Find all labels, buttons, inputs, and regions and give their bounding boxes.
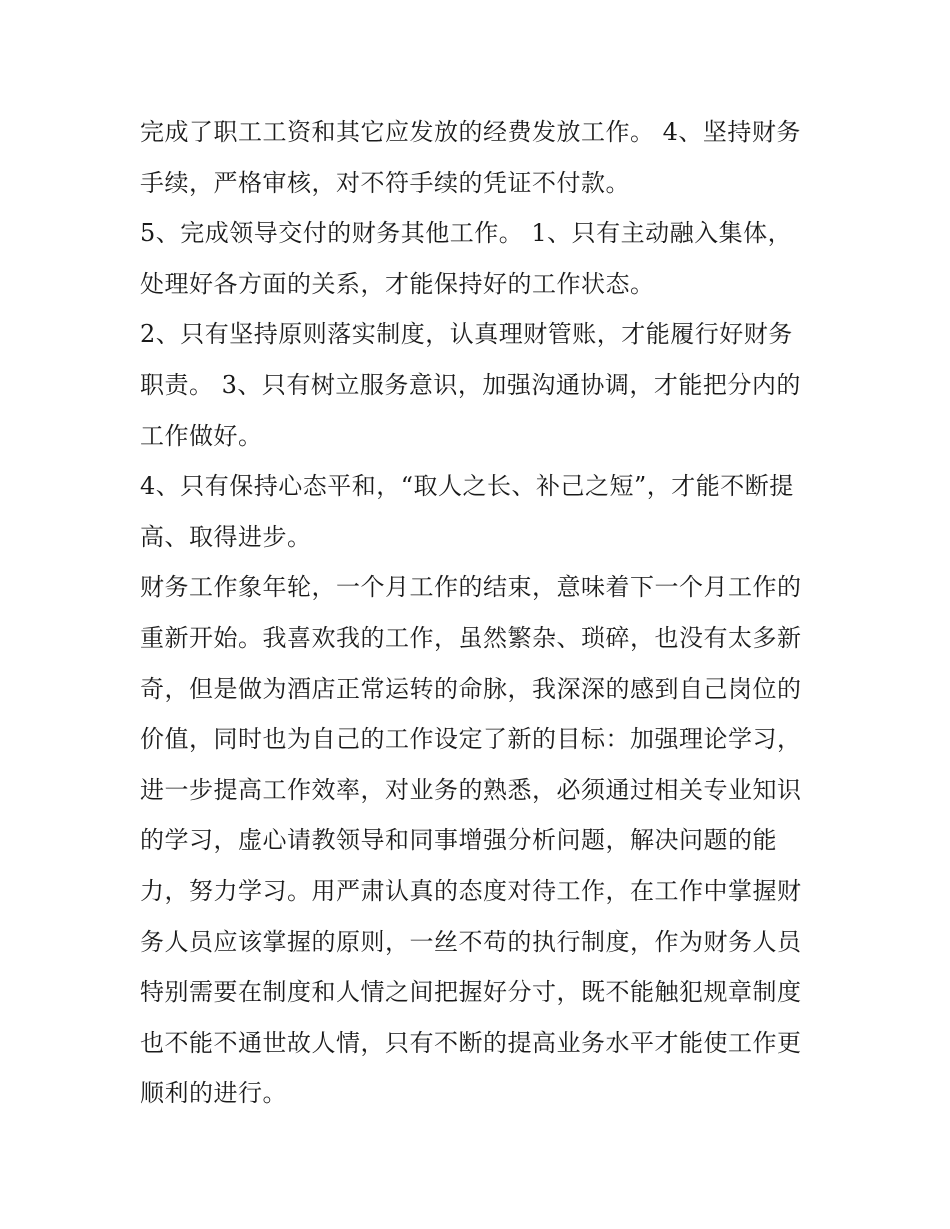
text-line: 完成了职工工资和其它应发放的经费发放工作。 4、坚持财务	[140, 118, 801, 146]
text-line: 顺利的进行。	[140, 1079, 287, 1108]
text-line: 也不能不通世故人情，只有不断的提高业务水平才能使工作更	[140, 1028, 802, 1057]
text-line: 5、完成领导交付的财务其他工作。 1、只有主动融入集体，	[140, 219, 793, 248]
text-line: 奇，但是做为酒店正常运转的命脉，我深深的感到自己岗位的	[140, 674, 802, 703]
text-line: 力，努力学习。用严肃认真的态度对待工作，在工作中掌握财	[140, 876, 802, 905]
text-line: 高、取得进步。	[140, 522, 312, 551]
text-line: 4、只有保持心态平和，“取人之长、补己之短”，才能不断提	[140, 472, 794, 501]
body-text	[140, 107, 820, 1119]
text-line: 财务工作象年轮，一个月工作的结束，意味着下一个月工作的	[140, 573, 802, 602]
text-line: 务人员应该掌握的原则，一丝不苟的执行制度，作为财务人员	[140, 927, 802, 956]
text-line: 2、只有坚持原则落实制度，认真理财管账，才能履行好财务	[140, 320, 793, 349]
text-line: 手续，严格审核，对不符手续的凭证不付款。	[140, 168, 630, 197]
text-line: 工作做好。	[140, 421, 263, 450]
text-line: 进一步提高工作效率，对业务的熟悉，必须通过相关专业知识	[140, 775, 802, 804]
text-line: 职责。 3、只有树立服务意识，加强沟通协调，才能把分内的	[140, 370, 801, 399]
text-line: 价值，同时也为自己的工作设定了新的目标：加强理论学习，	[140, 725, 802, 754]
text-line: 重新开始。我喜欢我的工作，虽然繁杂、琐碎，也没有太多新	[140, 623, 802, 652]
text-line: 的学习，虚心请教领导和同事增强分析问题，解决问题的能	[140, 826, 777, 855]
text-line: 处理好各方面的关系，才能保持好的工作状态。	[140, 269, 655, 298]
text-line: 特别需要在制度和人情之间把握好分寸，既不能触犯规章制度	[140, 978, 802, 1007]
